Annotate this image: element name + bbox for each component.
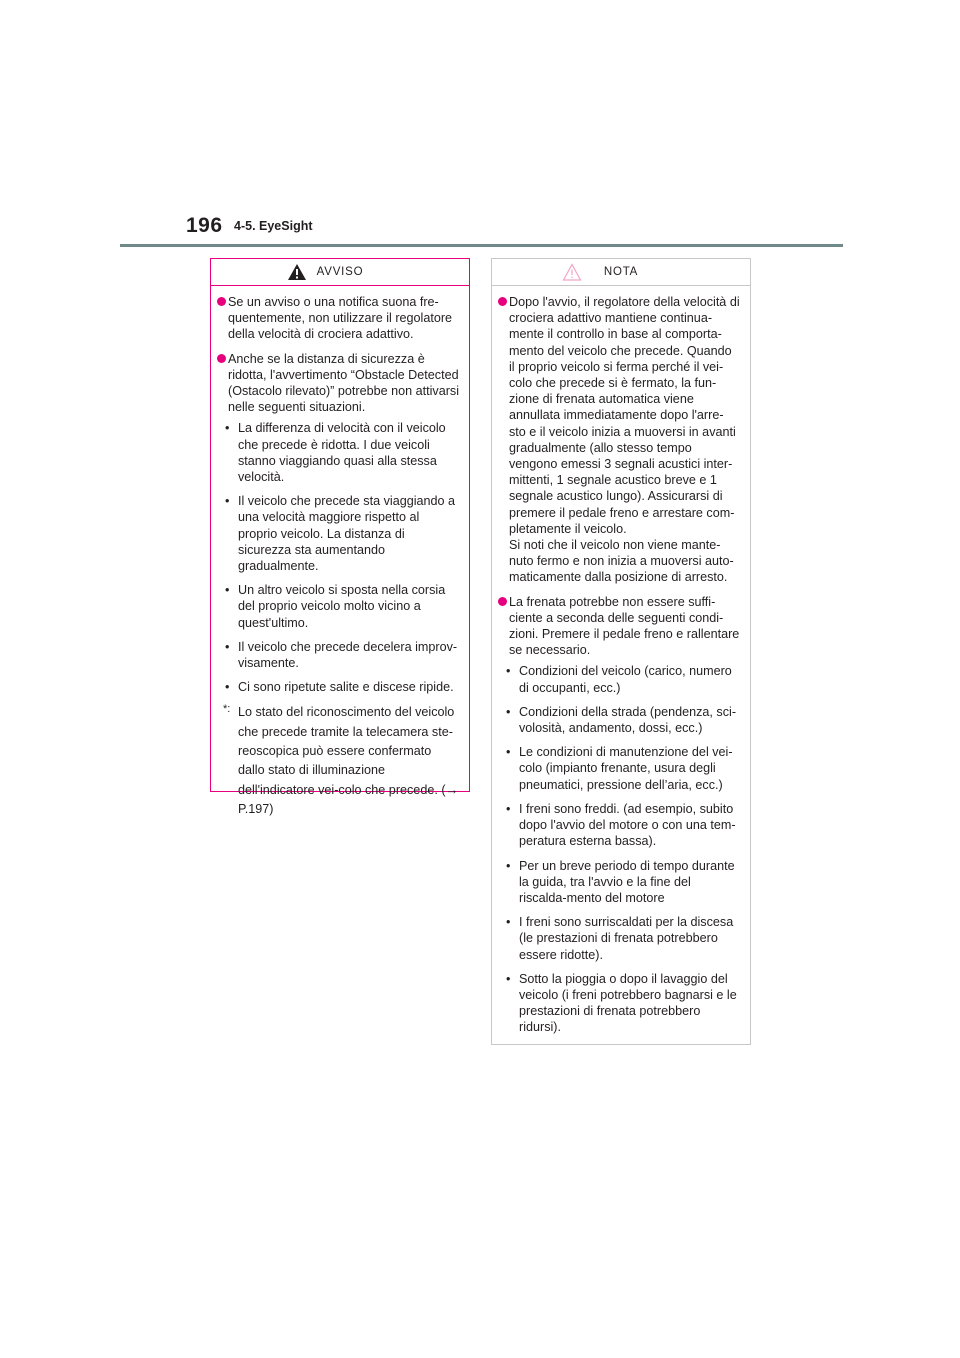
warning-title: AVVISO <box>316 265 364 278</box>
caution-triangle-icon <box>562 263 582 281</box>
arrow-right-icon: → <box>445 782 459 798</box>
note-subitem: • Sotto la pioggia o dopo il lavaggio del veicolo (i freni potrebbero bagnarsi e le prestazioni di frenata potrebbero ridursi). <box>499 971 740 1036</box>
warning-subitem: • Ci sono ripetute salite e discese ripide. <box>218 679 459 695</box>
warning-subitem: • Un altro veicolo si sposta nella corsia del proprio veicolo molto vicino a quest'ultimo. <box>218 582 459 631</box>
warning-triangle-icon <box>287 263 307 281</box>
note-title: NOTA <box>603 265 639 278</box>
warning-header <box>211 259 469 286</box>
note-item: Dopo l'avvio, il regolatore della velocità di crociera adattivo mantiene continua-mente il controllo in base al comporta-mento del veicolo che precede. Quando il proprio veicolo si ferma perché il vei-colo che precede si è fermato, la fun-zione di frenata automatica viene annullata immediatamente dopo l'arre-sto e il veicolo inizia a muoversi in avanti gradualmente (allo stesso tempo vengono emessi 3 segnali acustici inter-mittenti, 1 segnale acustico breve e 1 segnale acustico lungo). Assicurarsi di premere il pedale freno e arrestare com-pletamente il veicolo. Si noti che il veicolo non viene mante-nuto fermo e non inizia a muoversi auto-maticamente dalla posizione di arresto. <box>499 294 740 586</box>
page-reference-link[interactable]: P.197) <box>238 802 274 817</box>
note-subitem: • Condizioni del veicolo (carico, numero di occupanti, ecc.) <box>499 663 740 695</box>
bullet-dot-icon <box>217 354 226 363</box>
note-header <box>492 259 750 286</box>
note-item: La frenata potrebbe non essere suffi-ciente a seconda delle seguenti condi-zioni. Premere il pedale freno e rallentare se necessario. <box>499 594 740 659</box>
page-number: 196 <box>186 214 223 237</box>
bullet-dot-icon <box>498 597 507 606</box>
warning-subitem: • La differenza di velocità con il veicolo che precede è ridotta. I due veicoli stanno viaggiando quasi alla stessa velocità. <box>218 420 459 485</box>
warning-box <box>210 258 470 817</box>
footnote-marker: *: <box>223 703 231 716</box>
note-subitem: • Le condizioni di manutenzione del vei-colo (impianto frenante, usura degli pneumatici, pressione dell’aria, ecc.) <box>499 744 740 793</box>
warning-item: Anche se la distanza di sicurezza è ridotta, l'avvertimento “Obstacle Detected (Ostacolo rilevato)” potrebbe non attivarsi nelle seguenti situazioni. <box>218 351 459 416</box>
warning-item: Se un avviso o una notifica suona fre-quentemente, non utilizzare il regolatore della velocità di crociera adattivo. <box>218 294 459 343</box>
warning-subitem: • Il veicolo che precede sta viaggiando a una velocità maggiore rispetto al proprio veicolo. La distanza di sicurezza sta aumentando gradualmente. <box>218 493 459 574</box>
note-box <box>491 258 751 1045</box>
footnote-text: Lo stato del riconoscimento del veicolo che precede tramite la telecamera ste-reoscopica può essere confermato dallo stato di illuminazione dell'indicatore vei-colo che precede. ( <box>238 705 455 798</box>
bullet-dot-icon <box>217 297 226 306</box>
warning-body <box>211 286 469 820</box>
note-subitem: • I freni sono surriscaldati per la discesa (le prestazioni di frenata potrebbero essere ridotte). <box>499 914 740 963</box>
bullet-dot-icon <box>498 297 507 306</box>
header-rule <box>120 244 843 247</box>
note-subitem: • Per un breve periodo di tempo durante la guida, tra l'avvio e la fine del riscalda-mento del motore <box>499 858 740 907</box>
section-title: 4-5. EyeSight <box>234 219 313 233</box>
warning-subitem: • Il veicolo che precede decelera improv-visamente. <box>218 639 459 671</box>
note-subitem: • Condizioni della strada (pendenza, sci-volosità, andamento, dossi, ecc.) <box>499 704 740 736</box>
warning-footnote <box>218 703 459 819</box>
note-subitem: • I freni sono freddi. (ad esempio, subito dopo l'avvio del motore o con una tem-peratura esterna bassa). <box>499 801 740 850</box>
note-body <box>492 286 750 1036</box>
